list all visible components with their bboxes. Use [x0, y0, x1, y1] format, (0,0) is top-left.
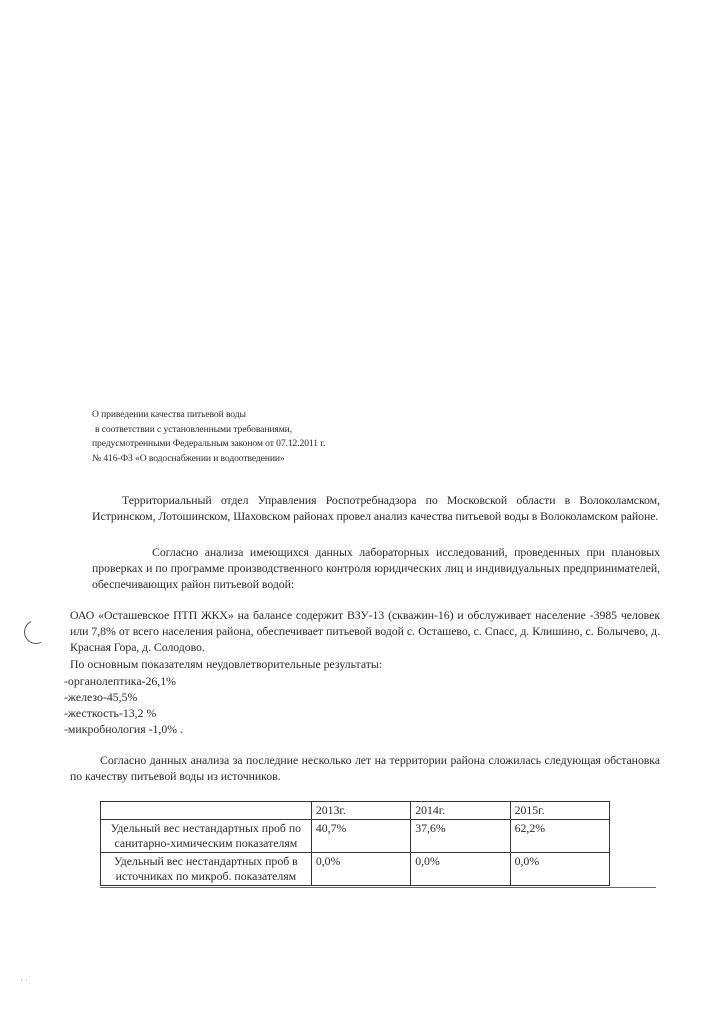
analysis-paragraph: Согласно анализа имеющихся данных лабораторных исследований, проведенных при плановых проверках и по программе производственного контроля юридических лиц и индивидуальных предпринимателей, обеспечивающих район питьевой водой: [92, 545, 660, 591]
table-cell: 62,2% [510, 820, 609, 853]
scan-artifact: · ·˙ [20, 975, 32, 985]
table-cell: 40,7% [311, 820, 410, 853]
table-cell: 37,6% [411, 820, 510, 853]
intro-paragraph: Территориальный отдел Управления Роспотребнадзора по Московской области в Волоколамском, Истринском, Лотошинском, Шаховском районах провел анализ качества питьевой воды в Волоколамском районе. [92, 493, 660, 523]
indicators-title: По основным показателям неудовлетворительные результаты: [70, 657, 383, 671]
subject-line-3: предусмотренными Федеральным законом от 07.12.2011 г. [92, 438, 326, 449]
summary-paragraph: Согласно данных анализа за последние несколько лет на территории района сложилась следующая обстановка по качеству питьевой воды из источников. [70, 753, 660, 783]
table-row-label: Удельный вес нестандартных проб по санитарно-химическим показателям [101, 820, 312, 853]
table-header-cell: 2013г. [311, 802, 410, 820]
table-header-cell: 2014г. [411, 802, 510, 820]
table-cell: 0,0% [510, 853, 609, 886]
table-cell: 0,0% [411, 853, 510, 886]
subject-line-4: № 416-ФЗ «О водоснабжении и водоотведении» [92, 452, 285, 464]
subject-line-1: О приведении качества питьевой воды [92, 409, 246, 420]
binder-hole-mark [21, 617, 52, 648]
table-row [101, 853, 610, 886]
table-cell: 0,0% [311, 853, 410, 886]
water-quality-table [100, 801, 610, 886]
table-bottom-rule [100, 887, 656, 888]
table-header-row [101, 802, 610, 820]
table-header-cell [101, 802, 312, 820]
subject-line-2: в соответствии с установленными требованиями, [95, 423, 293, 435]
indicator-item: -органолептика-26,1% [64, 674, 176, 688]
table-row-label: Удельный вес нестандартных проб в источниках по микроб. показателям [101, 853, 312, 886]
indicator-item: -микробнология -1,0% . [64, 722, 184, 736]
indicator-item: -железо-45,5% [64, 690, 138, 704]
table-row [101, 820, 610, 853]
company-paragraph: ОАО «Осташевское ПТП ЖКХ» на балансе содержит ВЗУ-13 (скважин-16) и обслуживает население -3985 человек или 7,8% от всего населения района, обеспечивает питьевой водой с. Осташево, с. Спасс, д. Клишино, с. Болычево, д. Красная Гора, д. Солодово. [70, 608, 660, 654]
table-header-cell: 2015г. [510, 802, 609, 820]
letter-subject-block [92, 408, 412, 466]
indicator-item: -жесткость-13,2 % [64, 706, 157, 720]
